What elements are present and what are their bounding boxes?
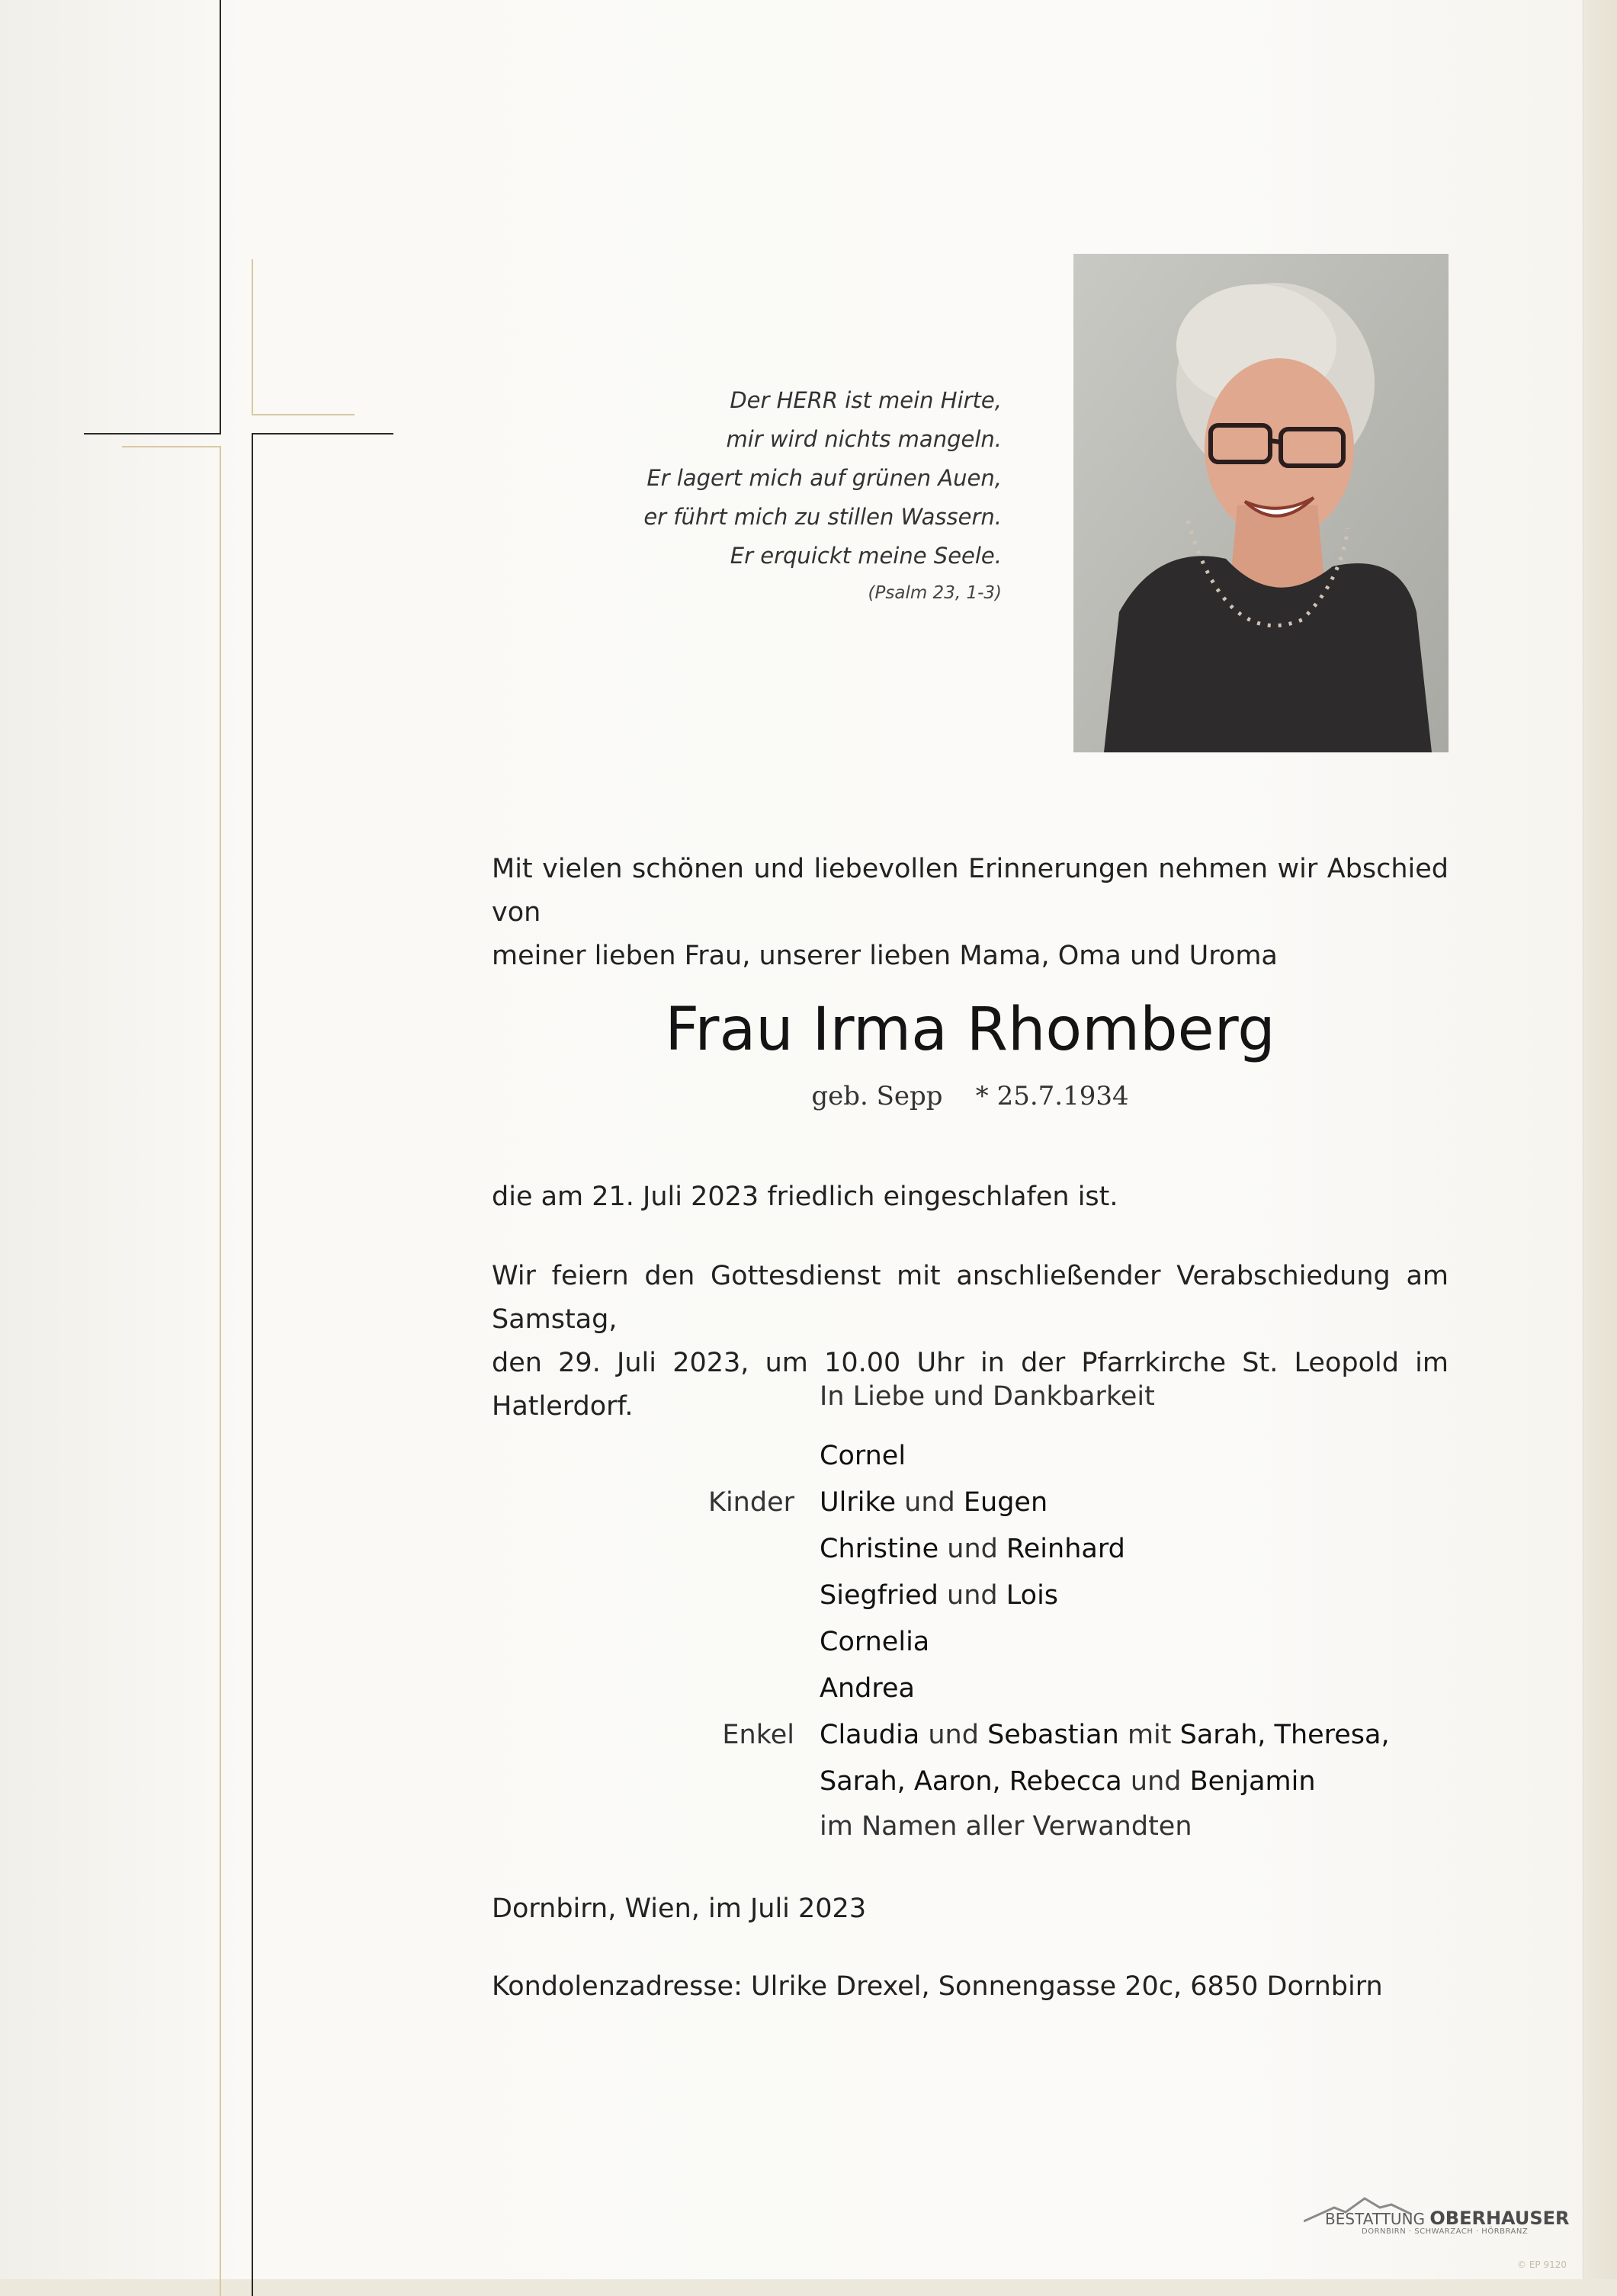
- cross-gold-line: [220, 446, 221, 2296]
- family-member: Ulrike: [820, 1487, 897, 1518]
- family-member: Sarah, Aaron, Rebecca: [820, 1766, 1122, 1797]
- psalm-source: (Psalm 23, 1-3): [868, 583, 1002, 603]
- family-member: Lois: [1006, 1580, 1059, 1611]
- paper-edge-right: [1583, 0, 1617, 2296]
- family-line: [820, 1487, 1048, 1518]
- family-line: [820, 1627, 929, 1657]
- deceased-name: Frau Irma Rhomberg: [665, 996, 1275, 1064]
- family-line: [820, 1673, 915, 1704]
- psalm-line: mir wird nichts mangeln.: [726, 426, 1002, 452]
- birth-info: geb. Sepp * 25.7.1934: [811, 1081, 1129, 1111]
- family-member: Andrea: [820, 1673, 915, 1704]
- family-line: [820, 1580, 1058, 1611]
- logo-name: OBERHAUSER: [1429, 2208, 1570, 2229]
- enkel-label: Enkel: [722, 1720, 794, 1750]
- cross-dark-line: [84, 433, 221, 435]
- death-note: die am 21. Juli 2023 friedlich eingeschlafen ist.: [492, 1182, 1118, 1212]
- cross-dark-line: [252, 433, 393, 435]
- place-date: Dornbirn, Wien, im Juli 2023: [492, 1894, 867, 1924]
- spouse-name: Cornel: [820, 1441, 906, 1471]
- family-line: [820, 1534, 1125, 1564]
- kinder-label: Kinder: [708, 1487, 794, 1518]
- psalm-line: Der HERR ist mein Hirte,: [730, 387, 1002, 413]
- family-member: Sarah, Theresa,: [1179, 1720, 1390, 1750]
- family-member: Reinhard: [1006, 1534, 1125, 1564]
- psalm-line: er führt mich zu stillen Wassern.: [643, 504, 1002, 530]
- family-line: [820, 1766, 1316, 1797]
- intro-text: [492, 848, 1449, 978]
- family-line: [820, 1720, 1390, 1750]
- relatives-note: im Namen aller Verwandten: [820, 1811, 1192, 1842]
- family-conjunction: und: [947, 1580, 998, 1611]
- family-member: Cornelia: [820, 1627, 930, 1657]
- cross-gold-line: [122, 446, 220, 447]
- family-conjunction: und: [1130, 1766, 1182, 1797]
- cross-gold-line: [252, 414, 355, 415]
- intro-line: Mit vielen schönen und liebevollen Erinnerungen nehmen wir Abschied von: [492, 854, 1449, 928]
- service-line: Wir feiern den Gottesdienst mit anschließender Verabschiedung am Samstag,: [492, 1261, 1449, 1335]
- family-member: Eugen: [963, 1487, 1048, 1518]
- service-line: den 29. Juli 2023, um 10.00 Uhr in der Pfarrkirche St. Leopold im Hatlerdorf.: [492, 1348, 1449, 1422]
- family-conjunction: mit: [1127, 1720, 1172, 1750]
- family-conjunction: und: [928, 1720, 979, 1750]
- template-code: © EP 9120: [1517, 2259, 1567, 2270]
- psalm-line: Er erquickt meine Seele.: [730, 543, 1002, 569]
- paper-edge-bottom: [0, 2279, 1617, 2296]
- portrait-photo: [1073, 254, 1449, 752]
- family-member: Sebastian: [987, 1720, 1119, 1750]
- family-member: Christine: [820, 1534, 939, 1564]
- cross-dark-line: [252, 433, 253, 2296]
- family-conjunction: und: [904, 1487, 955, 1518]
- intro-line: meiner lieben Frau, unserer lieben Mama, Oma und Uroma: [492, 941, 1278, 971]
- logo-prefix: BESTATTUNG: [1325, 2210, 1426, 2228]
- psalm-line: Er lagert mich auf grünen Auen,: [646, 465, 1002, 491]
- family-member: Benjamin: [1189, 1766, 1316, 1797]
- family-conjunction: und: [947, 1534, 998, 1564]
- condolence-address: Kondolenzadresse: Ulrike Drexel, Sonnengasse 20c, 6850 Dornbirn: [492, 1971, 1383, 2002]
- logo-locations: DORNBIRN · SCHWARZACH · HÖRBRANZ: [1362, 2227, 1529, 2236]
- greeting-text: In Liebe und Dankbarkeit: [820, 1381, 1155, 1412]
- family-member: Siegfried: [820, 1580, 938, 1611]
- cross-dark-line: [220, 0, 221, 435]
- family-member: Claudia: [820, 1720, 920, 1750]
- psalm-quote: [564, 381, 1002, 611]
- cross-gold-line: [252, 259, 253, 415]
- funeral-home-logo: [1325, 2208, 1570, 2229]
